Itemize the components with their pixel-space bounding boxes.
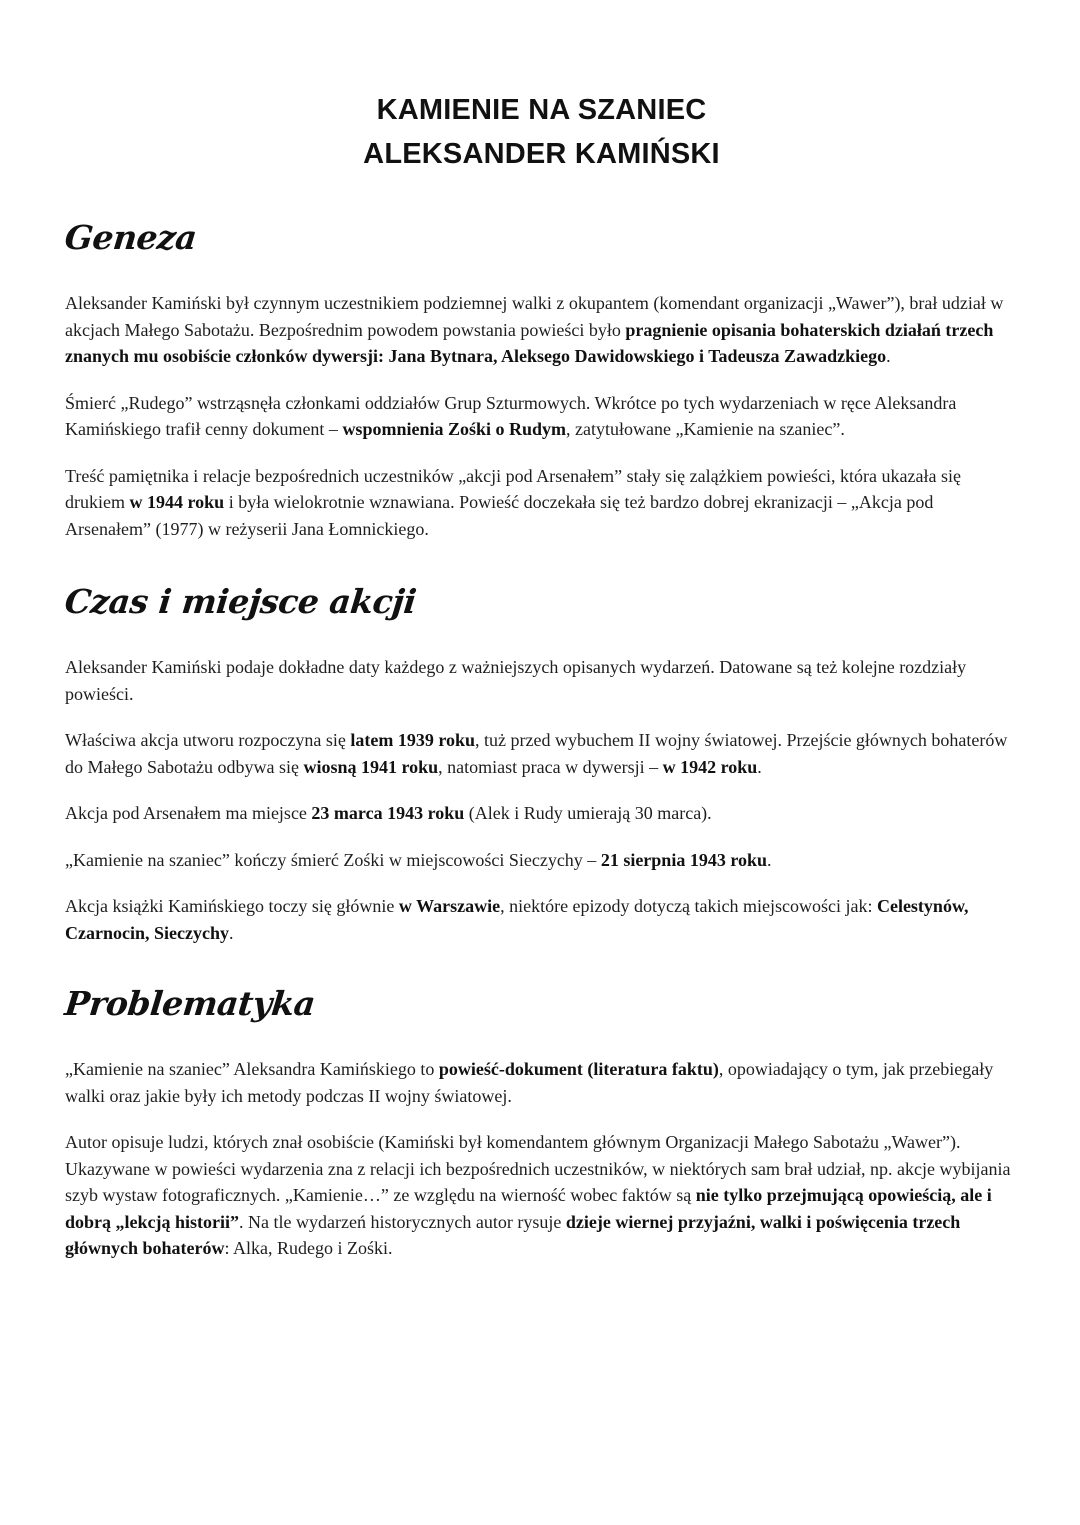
text-run: : Alka, Rudego i Zośki. <box>224 1238 393 1258</box>
text-run: . <box>886 346 891 366</box>
text-run: „Kamienie na szaniec” Aleksandra Kamińskiego to <box>65 1059 439 1079</box>
heading-geneza: Geneza <box>62 218 199 257</box>
geneza-paragraph-2 <box>65 390 1018 443</box>
text-run: Akcja pod Arsenałem ma miejsce <box>65 803 312 823</box>
text-run: , niektóre epizody dotyczą takich miejscowości jak: <box>500 896 877 916</box>
bold-run: pragnienie opisania bohaterskich działań trzech znanych mu osobiście członków dywersji: Jana Bytnara, Aleksego Dawidowskiego i Tadeusza Zawadzkiego <box>65 319 994 366</box>
czas-paragraph-4 <box>65 847 1018 874</box>
geneza-paragraph-1 <box>65 290 1018 370</box>
czas-paragraph-5 <box>65 893 1018 946</box>
bold-run: dzieje wiernej przyjaźni, walki i poświęcenia trzech głównych bohaterów <box>65 1211 961 1258</box>
czas-paragraph-3 <box>65 800 1018 827</box>
bold-run: wspomnienia Zośki o Rudym <box>342 419 566 439</box>
bold-run: Celestynów, Czarnocin, Sieczychy <box>65 896 969 943</box>
text-run: . <box>767 849 772 870</box>
problematyka-paragraph-2 <box>65 1129 1018 1262</box>
text-run: „Kamienie na szaniec” kończy śmierć Zośki w miejscowości Sieczychy – <box>65 849 601 870</box>
section-czas-i-miejsce <box>62 582 1018 946</box>
bold-run: w 1944 roku <box>129 492 225 512</box>
document-title <box>65 88 1018 176</box>
title-line-1: KAMIENIE NA SZANIEC <box>376 94 707 126</box>
text-run: , zatytułowane „Kamienie na szaniec”. <box>566 419 845 439</box>
text-run: . Na tle wydarzeń historycznych autor rysuje <box>239 1211 566 1232</box>
heading-problematyka: Problematyka <box>62 984 317 1023</box>
section-problematyka <box>62 984 1018 1262</box>
text-run: i była wielokrotnie wznawiana. Powieść doczekała się też bardzo dobrej ekranizacji – „Akcja pod Arsenałem” (1977) w reżyserii Jana Łomnickiego. <box>65 492 934 539</box>
text-run: Akcja książki Kamińskiego toczy się głównie <box>65 896 399 916</box>
text-run: . <box>228 922 234 943</box>
bold-run: w 1942 roku <box>662 756 758 777</box>
text-run: Autor opisuje ludzi, których znał osobiście (Kamiński był komendantem głównym Organizacji Małego Sabotażu „Wawer”). Ukazywane w powieści wydarzenia zna z relacji ich bezpośrednich uczestników, w niektórych sam brał udział, np. akcje wybijania szyb wystaw fotograficznych. „Kamienie…” ze względu na wierność wobec faktów są <box>65 1132 1011 1205</box>
text-run: (Alek i Rudy umierają 30 marca). <box>464 803 712 823</box>
bold-run: w Warszawie <box>398 896 501 916</box>
bold-run: powieść-dokument (literatura faktu) <box>438 1059 719 1079</box>
bold-run: 21 sierpnia 1943 roku <box>600 849 768 870</box>
problematyka-paragraph-1 <box>65 1056 1018 1109</box>
bold-run: wiosną 1941 roku <box>303 756 439 777</box>
text-run: Śmierć „Rudego” wstrząsnęła członkami oddziałów Grup Szturmowych. Wkrótce po tych wydarzeniach w ręce Aleksandra Kamińskiego trafił cenny dokument – <box>65 392 957 439</box>
bold-run: nie tylko przejmującą opowieścią, ale i dobrą „lekcją historii” <box>65 1185 992 1232</box>
text-run: . <box>757 756 762 777</box>
heading-czas-i-miejsce: Czas i miejsce akcji <box>62 582 418 621</box>
text-run: Treść pamiętnika i relacje bezpośrednich uczestników „akcji pod Arsenałem” stały się zalążkiem powieści, która ukazała się drukiem <box>65 465 961 512</box>
title-line-2: ALEKSANDER KAMIŃSKI <box>363 138 720 170</box>
czas-paragraph-2 <box>65 727 1018 780</box>
bold-run: latem 1939 roku <box>350 730 476 750</box>
geneza-paragraph-3 <box>65 463 1018 543</box>
text-run: Aleksander Kamiński podaje dokładne daty każdego z ważniejszych opisanych wydarzeń. Datowane są też kolejne rozdziały powieści. <box>65 657 967 704</box>
czas-paragraph-1 <box>65 654 1018 707</box>
text-run: , natomiast praca w dywersji – <box>438 756 663 777</box>
text-run: , opowiadający o tym, jak przebiegały walki oraz jakie były ich metody podczas II wojny światowej. <box>65 1059 994 1106</box>
section-geneza <box>62 218 1018 542</box>
text-run: Aleksander Kamiński był czynnym uczestnikiem podziemnej walki z okupantem (komendant organizacji „Wawer”), brał udział w akcjach Małego Sabotażu. Bezpośrednim powodem powstania powieści było <box>65 293 1004 340</box>
text-run: Właściwa akcja utworu rozpoczyna się <box>65 730 351 750</box>
bold-run: 23 marca 1943 roku <box>311 803 465 823</box>
text-run: , tuż przed wybuchem II wojny światowej. Przejście głównych bohaterów do Małego Sabotażu odbywa się <box>65 730 1008 777</box>
